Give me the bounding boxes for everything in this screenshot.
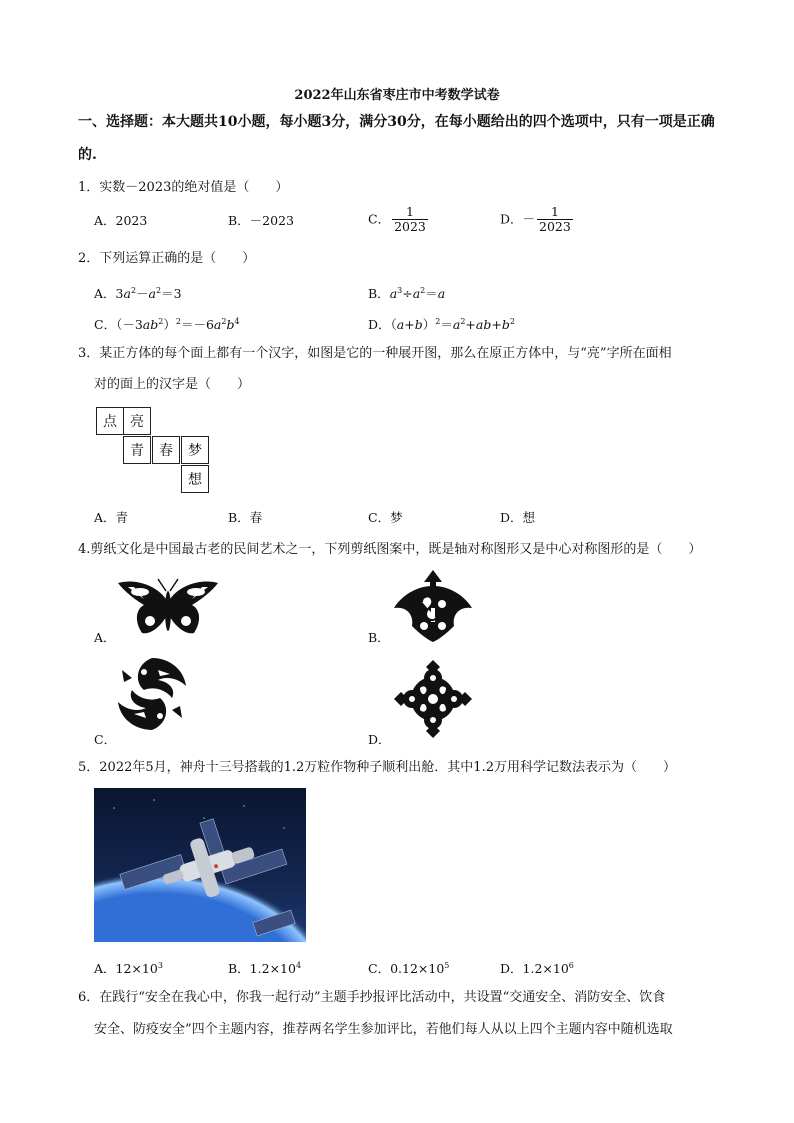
q1-option-c xyxy=(368,205,428,234)
q3-stem-line2: 对的面上的汉字是（ ） xyxy=(94,377,251,392)
q1-option-c-label: C． xyxy=(368,211,391,227)
q2-stem: 2．下列运算正确的是（ ） xyxy=(78,251,256,266)
q6-stem-line1: 6．在践行“安全在我心中，你我一起行动”主题手抄报评比活动中，共设置“交通安全、消防安全、饮食 xyxy=(78,990,666,1005)
q1-stem: 1．实数－2023的绝对值是（ ） xyxy=(78,180,289,195)
butterfly-papercut-icon xyxy=(114,577,222,643)
fish-swirl-papercut-icon xyxy=(114,656,190,732)
net-cell-meng: 梦 xyxy=(181,436,209,464)
q5-option-a: A．$12\times 10^3$ xyxy=(94,961,163,977)
ornament-papercut-icon xyxy=(392,568,474,644)
net-cell-xiang: 想 xyxy=(181,465,209,493)
q2-option-c: C．$(-3ab^2)^2=-6a^2b^4$ xyxy=(94,317,240,333)
q2-option-d: D．$(a+b)^2=a^2+ab+b^2$ xyxy=(368,317,515,333)
q1-option-d-label: D．－ xyxy=(500,211,536,227)
q1-option-d-denominator: 2023 xyxy=(539,219,571,234)
q4-option-c: C． xyxy=(94,732,117,747)
q5-option-b: B．$1.2\times 10^4$ xyxy=(228,961,302,977)
q4-option-a: A． xyxy=(94,630,116,645)
net-cell-qing: 青 xyxy=(123,436,151,464)
q2-option-b: B．$a^3\div a^2=a$ xyxy=(368,286,446,302)
q2-option-a: A．$3a^2-a^2=3$ xyxy=(94,286,182,302)
space-station-photo xyxy=(94,788,306,942)
net-cell-chun: 春 xyxy=(152,436,180,464)
q1-option-c-numerator: 1 xyxy=(392,205,428,220)
q1-option-d-fraction xyxy=(537,205,573,234)
q5-option-c: C．$0.12\times 10^5$ xyxy=(368,961,450,977)
net-cell-liang: 亮 xyxy=(123,407,151,435)
q1-option-c-denominator: 2023 xyxy=(394,219,426,234)
q4-option-b: B． xyxy=(368,630,390,645)
symmetric-ornament-papercut-icon xyxy=(392,658,474,740)
section-heading-line2: 的. xyxy=(78,147,97,163)
q1-option-c-fraction xyxy=(392,205,428,234)
q1-option-a: A．2023 xyxy=(94,213,148,228)
net-cell-dian: 点 xyxy=(96,407,124,435)
q1-option-d xyxy=(500,205,573,234)
q3-stem-line1: 3．某正方体的每个面上都有一个汉字，如图是它的一种展开图，那么在原正方体中，与“亮”字所在面相 xyxy=(78,346,672,361)
q3-option-c: C．梦 xyxy=(368,510,403,525)
q5-option-d: D．$1.2\times 10^6$ xyxy=(500,961,574,977)
q3-option-a: A．青 xyxy=(94,510,129,525)
q3-option-b: B．春 xyxy=(228,510,263,525)
section-heading-line1: 一、选择题：本大题共10小题，每小题3分，满分30分，在每小题给出的四个选项中，只有一项是正确 xyxy=(78,114,715,130)
q3-option-d: D．想 xyxy=(500,510,536,525)
q4-option-d: D． xyxy=(368,732,391,747)
q1-option-d-numerator: 1 xyxy=(537,205,573,220)
q5-stem: 5．2022年5月，神舟十三号搭载的1.2万粒作物种子顺利出舱．其中1.2万用科学记数法表示为（ ） xyxy=(78,760,676,775)
q1-option-b: B．－2023 xyxy=(228,213,294,228)
q6-stem-line2: 安全、防疫安全”四个主题内容，推荐两名学生参加评比，若他们每人从以上四个主题内容中随机选取 xyxy=(94,1022,673,1037)
page-title: 2022年山东省枣庄市中考数学试卷 xyxy=(294,88,500,103)
q4-stem: 4.剪纸文化是中国最古老的民间艺术之一，下列剪纸图案中，既是轴对称图形又是中心对称图形的是（ ） xyxy=(78,542,702,557)
